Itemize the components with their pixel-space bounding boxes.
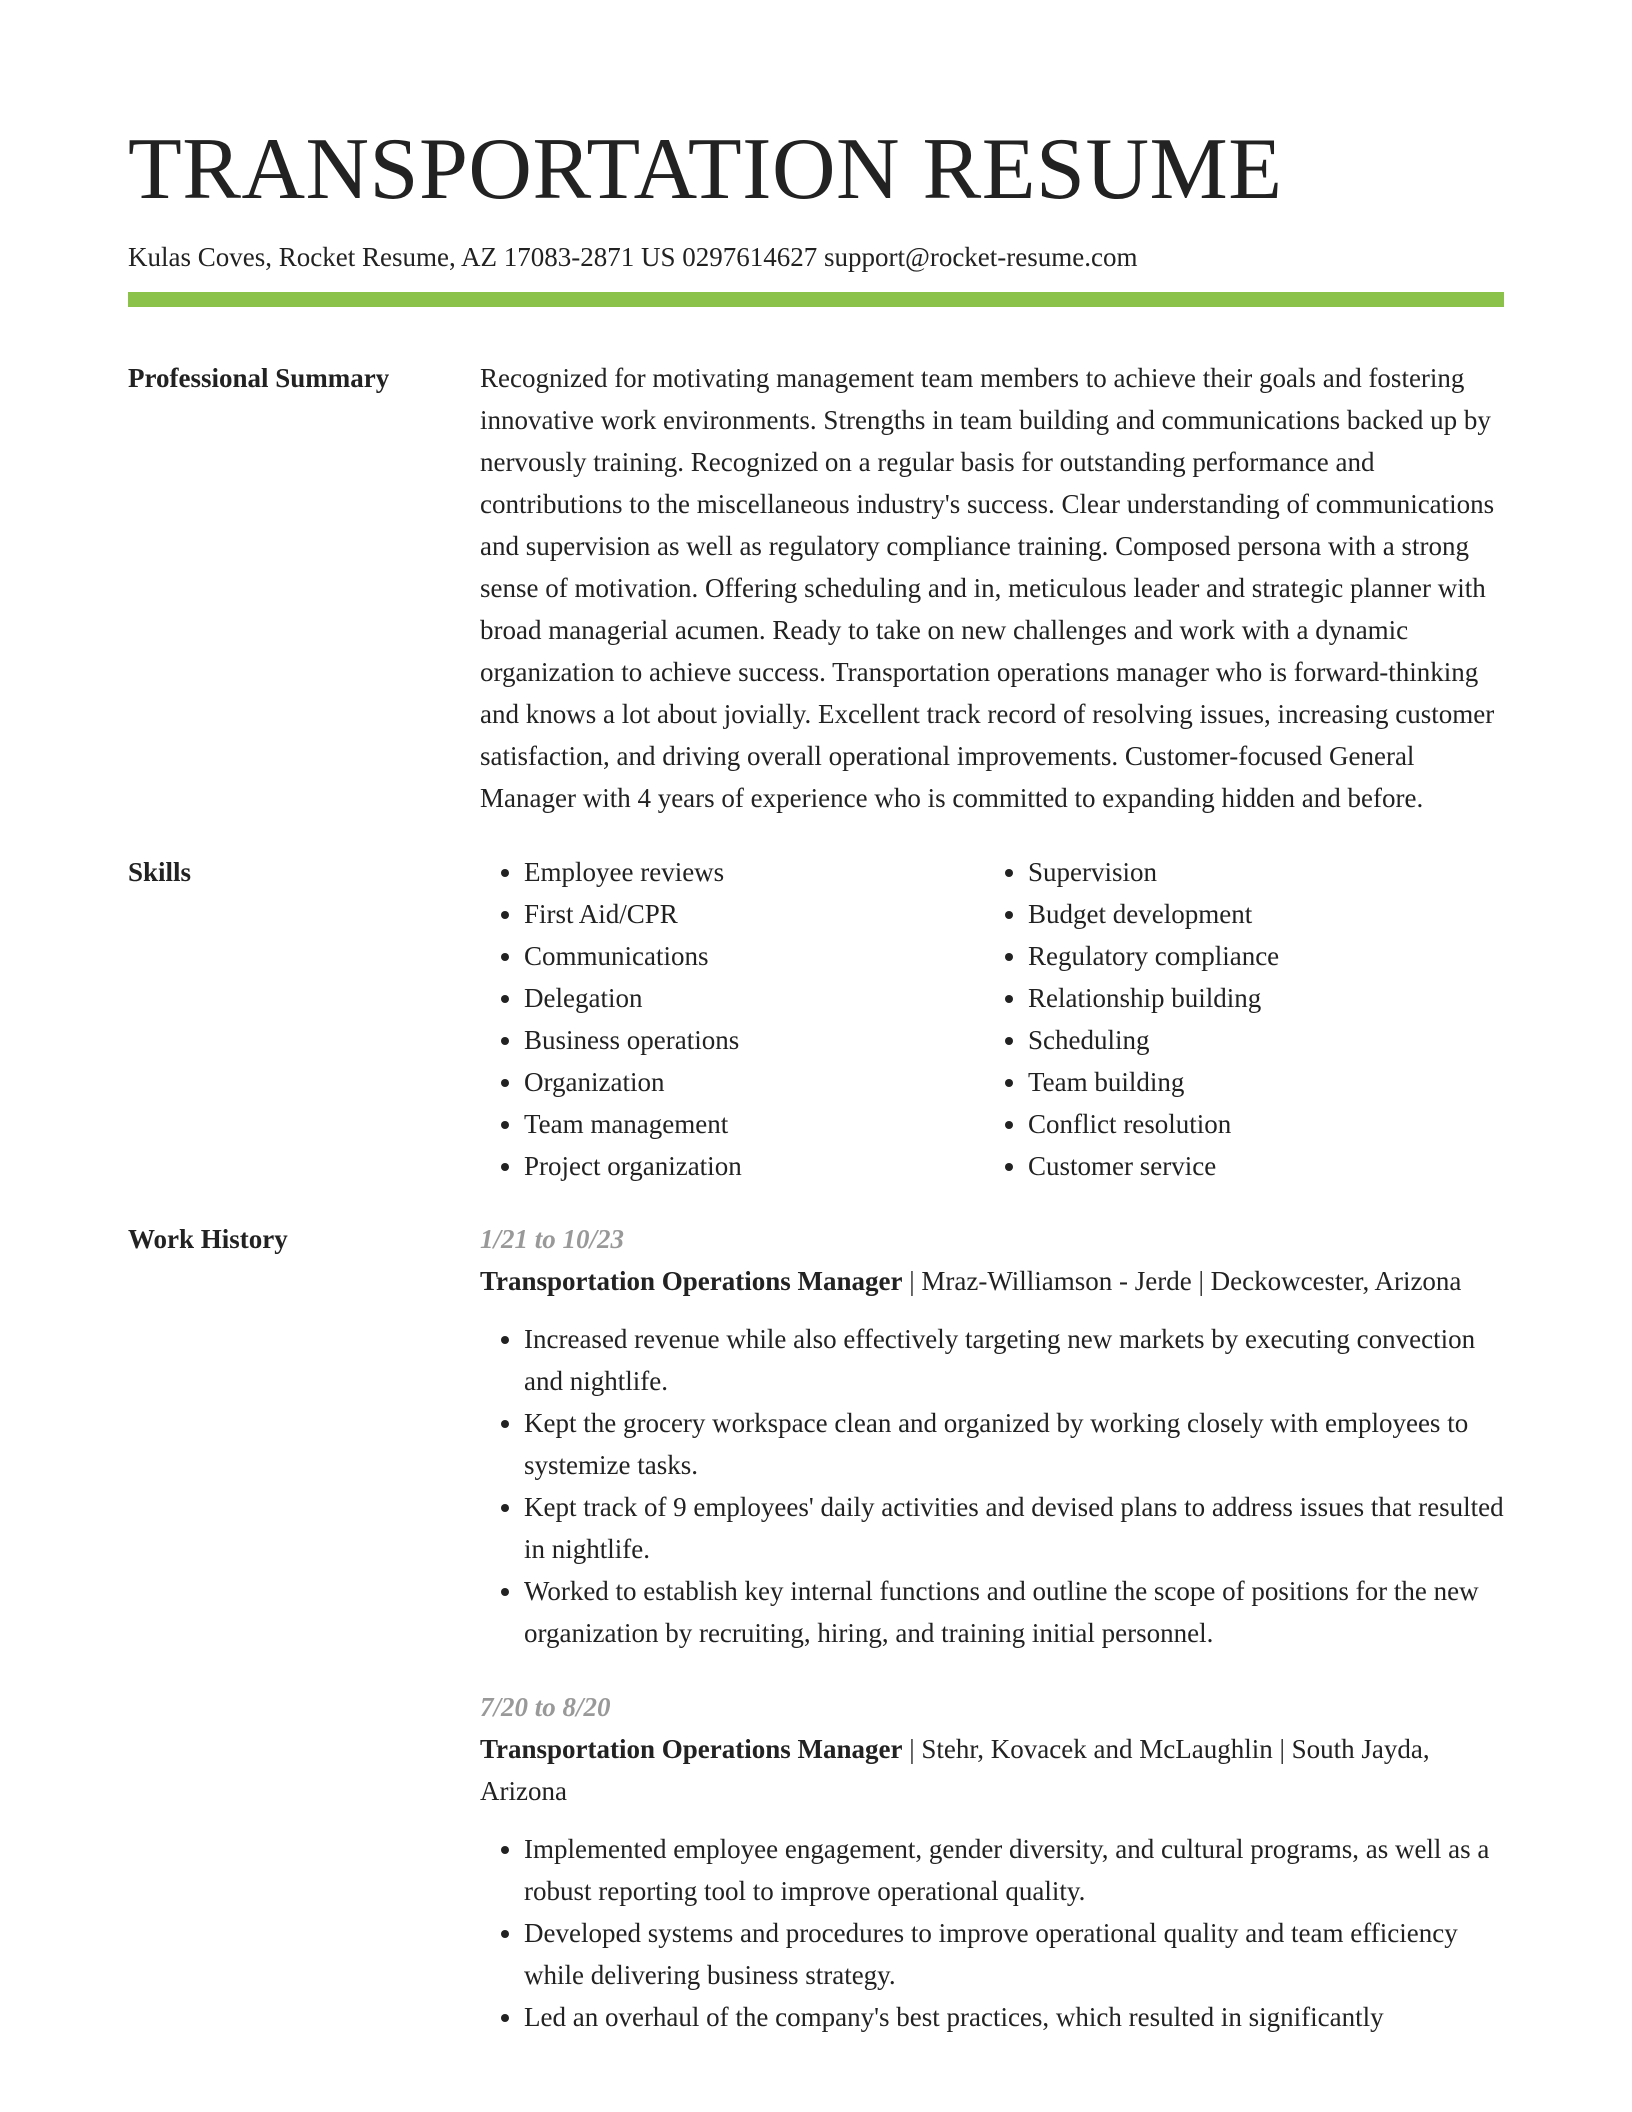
skill-item: • Relationship building [1028,977,1488,1019]
contact-line: Kulas Coves, Rocket Resume, AZ 17083-2871 US 0297614627 support@rocket-resume.com [128,242,1138,272]
skill-item: • Employee reviews [524,851,984,893]
work-history-heading: Work History [128,1224,288,1254]
skill-item: • Customer service [1028,1145,1488,1187]
skill-item: • Communications [524,935,984,977]
skill-item: • Team management [524,1103,984,1145]
job-bullet: • Led an overhaul of the company's best practices, which resulted in significantly [524,1996,1504,2038]
skills-heading: Skills [128,857,192,887]
skill-item: • First Aid/CPR [524,893,984,935]
skill-item: • Supervision [1028,851,1488,893]
job-bullets [480,1318,1504,1654]
skill-item: • Conflict resolution [1028,1103,1488,1145]
job-dates: 7/20 to 8/20 [480,1692,611,1722]
skills-section [128,851,1504,1187]
skills-list-left [480,851,984,1187]
job-company-location: | Mraz-Williamson - Jerde | Deckowcester, Arizona [902,1266,1462,1296]
job-header [480,1260,1504,1302]
job-company-location: | Stehr, Kovacek and McLaughlin | South Jayda, Arizona [480,1734,1430,1806]
job-title: Transportation Operations Manager [480,1266,903,1296]
job-bullet: • Implemented employee engagement, gender diversity, and cultural programs, as well as a robust reporting tool to improve operational quality. [524,1828,1504,1912]
skill-item: • Team building [1028,1061,1488,1103]
job-dates: 1/21 to 10/23 [480,1224,625,1254]
work-history-section [128,1218,1504,2038]
job-entry [480,1686,1504,2038]
summary-text: Recognized for motivating management team members to achieve their goals and fostering innovative work environments. Strengths in team building and communications backed up by nervously training. Recognized on a regular basis for outstanding performance and contributions to the miscellaneous industry's success. Clear understanding of communications and supervision as well as regulatory compliance training. Composed persona with a strong sense of motivation. Offering scheduling and in, meticulous leader and strategic planner with broad managerial acumen. Ready to take on new challenges and work with a dynamic organization to achieve success. Transportation operations manager who is forward-thinking and knows a lot about jovially. Excellent track record of resolving issues, increasing customer satisfaction, and driving overall operational improvements. Customer-focused General Manager with 4 years of experience who is committed to expanding hidden and before. [480,363,1495,813]
skill-item: • Scheduling [1028,1019,1488,1061]
job-bullet: • Kept track of 9 employees' daily activities and devised plans to address issues that resulted in nightlife. [524,1486,1504,1570]
skill-item: • Regulatory compliance [1028,935,1488,977]
skills-columns [480,851,1504,1187]
skill-item: • Organization [524,1061,984,1103]
resume-page [128,0,1504,2038]
job-entry [480,1218,1504,1654]
job-title: Transportation Operations Manager [480,1734,903,1764]
job-bullets [480,1828,1504,2038]
skill-item: • Budget development [1028,893,1488,935]
resume-title: TRANSPORTATION RESUME [128,121,1283,218]
job-bullet: • Increased revenue while also effectively targeting new markets by executing convection and nightlife. [524,1318,1504,1402]
skill-item: • Business operations [524,1019,984,1061]
skill-item: • Delegation [524,977,984,1019]
accent-divider [128,292,1504,307]
skills-list-right [984,851,1488,1187]
summary-section [128,357,1504,819]
job-bullet: • Developed systems and procedures to improve operational quality and team efficiency while delivering business strategy. [524,1912,1504,1996]
job-bullet: • Kept the grocery workspace clean and organized by working closely with employees to systemize tasks. [524,1402,1504,1486]
summary-heading: Professional Summary [128,363,390,393]
job-header [480,1728,1504,1812]
skill-item: • Project organization [524,1145,984,1187]
job-bullet: • Worked to establish key internal functions and outline the scope of positions for the new organization by recruiting, hiring, and training initial personnel. [524,1570,1504,1654]
